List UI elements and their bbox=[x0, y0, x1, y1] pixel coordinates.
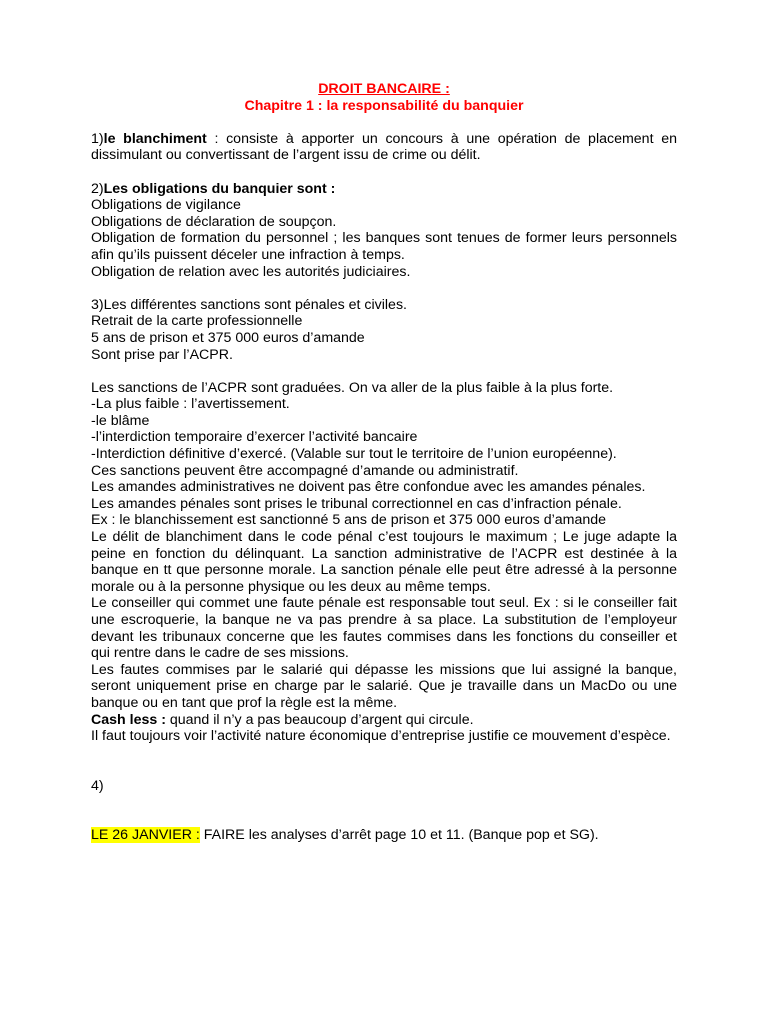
assignment-date-highlight: LE 26 JANVIER : bbox=[91, 827, 200, 844]
section-4-number: 4) bbox=[91, 777, 104, 794]
sanctions-paragraph: Le délit de blanchiment dans le code pénal c’est toujours le maximum ; Le juge adapte la peine en fonction du délinquant. La sanction administrative de l’ACPR est destinée à la banque en tt que personne morale. La sanction pénale elle peut être adressé à la personne morale ou à la personne physique ou les deux au même temps. bbox=[91, 529, 677, 595]
section-1-paragraph bbox=[91, 131, 677, 164]
sanctions-paragraph: Les amandes administratives ne doivent pas être confondue avec les amandes pénales. bbox=[91, 479, 646, 496]
section-3-line: Sont prise par l’ACPR. bbox=[91, 346, 233, 363]
section-1-number: 1) bbox=[91, 130, 104, 147]
sanctions-paragraph: -La plus faible : l’avertissement. bbox=[91, 396, 290, 413]
sanctions-paragraph: Il faut toujours voir l’activité nature économique d’entreprise justifie ce mouvement d’espèce. bbox=[91, 728, 671, 745]
section-3-line: 3)Les différentes sanctions sont pénales et civiles. bbox=[91, 296, 407, 313]
sanctions-paragraph: Les sanctions de l’ACPR sont graduées. On va aller de la plus faible à la plus forte. bbox=[91, 379, 614, 396]
sanctions-paragraph: Ces sanctions peuvent être accompagné d’amande ou administratif. bbox=[91, 462, 519, 479]
obligation-line: Obligation de relation avec les autorités judiciaires. bbox=[91, 263, 411, 280]
cash-less-paragraph bbox=[91, 712, 677, 729]
document-page bbox=[91, 81, 677, 844]
cash-less-term: Cash less : bbox=[91, 711, 166, 728]
title-subtitle: Chapitre 1 : la responsabilité du banquier bbox=[244, 97, 524, 114]
sanctions-paragraph: Le conseiller qui commet une faute pénale est responsable tout seul. Ex : si le conseiller fait une escroquerie, la banque ne va pas prendre à sa place. La substitution de l’employeur devant les tribunaux concerne que les fautes commises dans les fonctions du conseiller et qui rentre dans le cadre de ses missions. bbox=[91, 595, 677, 662]
obligation-line: Obligations de vigilance bbox=[91, 197, 241, 214]
section-3-line: Retrait de la carte professionnelle bbox=[91, 313, 303, 330]
assignment-line bbox=[91, 827, 677, 844]
section-2-title: Les obligations du banquier sont : bbox=[103, 180, 336, 197]
sanctions-paragraph: -l’interdiction temporaire d’exercer l’activité bancaire bbox=[91, 429, 418, 446]
sanctions-paragraph: Les amandes pénales sont prises le tribunal correctionnel en cas d’infraction pénale. bbox=[91, 495, 622, 512]
obligation-line: Obligations de déclaration de soupçon. bbox=[91, 213, 337, 230]
sanctions-paragraph: -Interdiction définitive d’exercé. (Valable sur tout le territoire de l’union européenne). bbox=[91, 446, 617, 463]
section-3-line: 5 ans de prison et 375 000 euros d’amande bbox=[91, 329, 365, 346]
cash-less-definition: quand il n’y a pas beaucoup d’argent qui circule. bbox=[165, 711, 474, 728]
assignment-text: FAIRE les analyses d’arrêt page 10 et 11. (Banque pop et SG). bbox=[199, 827, 599, 844]
obligation-line: Obligation de formation du personnel ; les banques sont tenues de former leurs personnels afin qu’ils puissent déceler une infraction à temps. bbox=[91, 230, 677, 263]
section-2-heading bbox=[91, 181, 677, 198]
title-main: DROIT BANCAIRE : bbox=[318, 81, 450, 97]
section-1-term: le blanchiment bbox=[103, 130, 207, 147]
sanctions-paragraph: Les fautes commises par le salarié qui dépasse les missions que lui assigné la banque, seront uniquement prise en charge par le salarié. Que je travaille dans un MacDo ou une banque ou en tant que prof la règle est la même. bbox=[91, 661, 677, 711]
sanctions-paragraph: -le blâme bbox=[91, 412, 150, 429]
section-2-number: 2) bbox=[91, 180, 104, 197]
section-1-definition: : consiste à apporter un concours à une opération de placement en dissimulant ou convertissant de l’argent issu de crime ou délit. bbox=[91, 130, 677, 164]
sanctions-paragraph: Ex : le blanchissement est sanctionné 5 ans de prison et 375 000 euros d’amande bbox=[91, 512, 607, 529]
document-title bbox=[91, 81, 677, 114]
